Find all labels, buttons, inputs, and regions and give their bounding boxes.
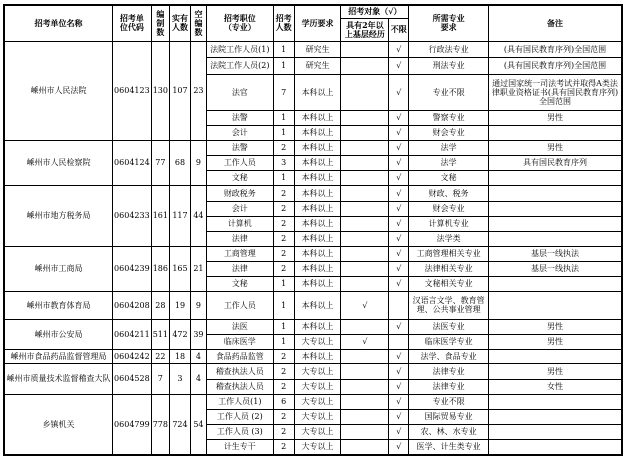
education-cell: 本科以上	[294, 349, 341, 363]
target-experience-cell	[341, 57, 389, 74]
target-unlimited-cell: √	[389, 140, 409, 155]
target-unlimited-cell: √	[389, 363, 409, 379]
table-row	[4, 363, 622, 379]
header-position: 招考职位 （专业）	[206, 5, 273, 41]
unit-vacancy-cell: 9	[190, 140, 206, 185]
target-unlimited-cell: √	[389, 185, 409, 201]
count-cell: 3	[273, 155, 294, 170]
unit-vacancy-cell: 4	[190, 349, 206, 363]
target-experience-cell	[341, 140, 389, 155]
major-cell: 医学、计生类专业	[409, 439, 489, 455]
major-cell: 计算机专业	[409, 216, 489, 231]
unit-actual-cell: 107	[169, 41, 190, 140]
count-cell: 1	[273, 57, 294, 74]
position-cell: 计生专干	[206, 439, 273, 455]
position-cell: 计算机	[206, 216, 273, 231]
header-target-unlimited: 不限	[389, 18, 409, 41]
header-code: 招考单 位代码	[113, 5, 152, 41]
target-unlimited-cell: √	[389, 261, 409, 276]
education-cell: 本科以上	[294, 155, 341, 170]
position-cell: 法院工作人员(1)	[206, 41, 273, 57]
remark-cell: 男性	[488, 334, 622, 349]
target-experience-cell	[341, 409, 389, 424]
education-cell: 本科以上	[294, 231, 341, 246]
target-unlimited-cell: √	[389, 110, 409, 125]
education-cell: 大专以上	[294, 379, 341, 394]
target-unlimited-cell: √	[389, 155, 409, 170]
position-cell: 会计	[206, 125, 273, 140]
unit-actual-cell: 117	[169, 185, 190, 246]
unit-vacancy-cell: 54	[190, 394, 206, 455]
target-experience-cell	[341, 261, 389, 276]
education-cell: 本科以上	[294, 140, 341, 155]
unit-code-cell: 0604211	[113, 319, 152, 349]
header-remark: 备注	[488, 5, 622, 41]
position-cell: 法律	[206, 261, 273, 276]
target-experience-cell	[341, 110, 389, 125]
unit-name-cell: 嵊州市公安局	[4, 319, 113, 349]
header-major: 所需专业 要求	[409, 5, 489, 41]
count-cell: 1	[273, 110, 294, 125]
education-cell: 本科以上	[294, 291, 341, 319]
remark-cell	[488, 231, 622, 246]
major-cell: 法律相关专业	[409, 261, 489, 276]
count-cell: 1	[273, 334, 294, 349]
unit-actual-cell: 472	[169, 319, 190, 349]
unit-vacancy-cell: 39	[190, 319, 206, 349]
education-cell: 本科以上	[294, 74, 341, 110]
header-unit: 招考单位名称	[4, 5, 113, 41]
major-cell: 刑法专业	[409, 57, 489, 74]
remark-cell: (具有国民教育序列)全国范围	[488, 57, 622, 74]
target-experience-cell	[341, 424, 389, 439]
table-row	[4, 246, 622, 261]
count-cell: 7	[273, 74, 294, 110]
unit-actual-cell: 19	[169, 291, 190, 319]
target-unlimited-cell: √	[389, 41, 409, 57]
count-cell: 2	[273, 439, 294, 455]
unit-quota-cell: 186	[151, 246, 169, 291]
target-unlimited-cell: √	[389, 216, 409, 231]
count-cell: 6	[273, 394, 294, 409]
target-experience-cell	[341, 185, 389, 201]
position-cell: 工作人员 (2)	[206, 409, 273, 424]
unit-code-cell: 0604124	[113, 140, 152, 185]
unit-quota-cell: 22	[151, 349, 169, 363]
position-cell: 工作人员	[206, 291, 273, 319]
count-cell: 2	[273, 246, 294, 261]
target-experience-cell: √	[341, 334, 389, 349]
major-cell: 法学类	[409, 231, 489, 246]
education-cell: 本科以上	[294, 246, 341, 261]
education-cell: 大专以上	[294, 394, 341, 409]
remark-cell: 基层一线执法	[488, 261, 622, 276]
unit-name-cell: 嵊州市人民法院	[4, 41, 113, 140]
count-cell: 1	[273, 125, 294, 140]
table-row	[4, 41, 622, 57]
table-row	[4, 319, 622, 334]
remark-cell	[488, 125, 622, 140]
remark-cell: 男性	[488, 110, 622, 125]
target-experience-cell	[341, 276, 389, 291]
unit-quota-cell: 778	[151, 394, 169, 455]
unit-code-cell: 0604208	[113, 291, 152, 319]
major-cell: 财政、税务	[409, 185, 489, 201]
table-row	[4, 349, 622, 363]
target-unlimited-cell: √	[389, 74, 409, 110]
count-cell: 2	[273, 261, 294, 276]
unit-quota-cell: 161	[151, 185, 169, 246]
major-cell: 文秘	[409, 170, 489, 185]
count-cell: 2	[273, 201, 294, 216]
position-cell: 工作人员(1)	[206, 394, 273, 409]
count-cell: 1	[273, 319, 294, 334]
target-experience-cell	[341, 363, 389, 379]
unit-actual-cell: 165	[169, 246, 190, 291]
education-cell: 大专以上	[294, 424, 341, 439]
unit-actual-cell: 68	[169, 140, 190, 185]
header-quota: 编 制 数	[151, 5, 169, 41]
position-cell: 工作人员	[206, 155, 273, 170]
unit-quota-cell: 511	[151, 319, 169, 349]
target-experience-cell	[341, 74, 389, 110]
unit-code-cell: 0604239	[113, 246, 152, 291]
count-cell: 1	[273, 170, 294, 185]
remark-cell	[488, 201, 622, 216]
unit-quota-cell: 7	[151, 363, 169, 394]
education-cell: 本科以上	[294, 216, 341, 231]
education-cell: 大专以上	[294, 439, 341, 455]
major-cell: 法学、食品专业	[409, 349, 489, 363]
major-cell: 财会专业	[409, 201, 489, 216]
major-cell: 临床医学专业	[409, 334, 489, 349]
education-cell: 研究生	[294, 41, 341, 57]
count-cell: 2	[273, 363, 294, 379]
header-vacancy: 空 编 数	[190, 5, 206, 41]
target-unlimited-cell: √	[389, 424, 409, 439]
unit-name-cell: 嵊州市地方税务局	[4, 185, 113, 246]
education-cell: 本科以上	[294, 110, 341, 125]
count-cell: 2	[273, 424, 294, 439]
remark-cell: (具有国民教育序列)全国范围	[488, 41, 622, 57]
major-cell: 汉语言文学、教育管理、公共事业管理	[409, 291, 489, 319]
remark-cell: 通过国家统一司法考试并取得A类法律职业资格证书(具有国民教育序列)全国范围	[488, 74, 622, 110]
major-cell: 法律专业	[409, 379, 489, 394]
target-experience-cell	[341, 319, 389, 334]
education-cell: 本科以上	[294, 185, 341, 201]
remark-cell	[488, 349, 622, 363]
count-cell: 2	[273, 185, 294, 201]
count-cell: 2	[273, 409, 294, 424]
education-cell: 本科以上	[294, 319, 341, 334]
header-actual: 实有 人数	[169, 5, 190, 41]
remark-cell	[488, 216, 622, 231]
position-cell: 临床医学	[206, 334, 273, 349]
major-cell: 行政法专业	[409, 41, 489, 57]
table-row	[4, 394, 622, 409]
education-cell: 本科以上	[294, 170, 341, 185]
target-experience-cell	[341, 125, 389, 140]
remark-cell: 女性	[488, 379, 622, 394]
position-cell: 食品药品监管	[206, 349, 273, 363]
unit-name-cell: 乡镇机关	[4, 394, 113, 455]
major-cell: 专业不限	[409, 394, 489, 409]
unit-name-cell: 嵊州市工商局	[4, 246, 113, 291]
target-unlimited-cell: √	[389, 57, 409, 74]
major-cell: 法律专业	[409, 363, 489, 379]
target-unlimited-cell: √	[389, 349, 409, 363]
target-experience-cell	[341, 246, 389, 261]
unit-vacancy-cell: 21	[190, 246, 206, 291]
unit-vacancy-cell: 44	[190, 185, 206, 246]
unit-quota-cell: 28	[151, 291, 169, 319]
unit-quota-cell: 77	[151, 140, 169, 185]
count-cell: 2	[273, 216, 294, 231]
table-body	[4, 41, 622, 455]
major-cell: 财会专业	[409, 125, 489, 140]
count-cell: 2	[273, 349, 294, 363]
education-cell: 本科以上	[294, 125, 341, 140]
target-unlimited-cell: √	[389, 394, 409, 409]
target-unlimited-cell: √	[389, 409, 409, 424]
education-cell: 本科以上	[294, 201, 341, 216]
position-cell: 会计	[206, 201, 273, 216]
target-experience-cell	[341, 379, 389, 394]
education-cell: 本科以上	[294, 261, 341, 276]
remark-cell	[488, 170, 622, 185]
unit-code-cell: 0604528	[113, 363, 152, 394]
position-cell: 法官	[206, 74, 273, 110]
position-cell: 法警	[206, 110, 273, 125]
unit-code-cell: 0604799	[113, 394, 152, 455]
major-cell: 农、林、水专业	[409, 424, 489, 439]
major-cell: 警察专业	[409, 110, 489, 125]
table-row	[4, 185, 622, 201]
target-experience-cell	[341, 231, 389, 246]
target-experience-cell	[341, 41, 389, 57]
count-cell: 2	[273, 231, 294, 246]
target-unlimited-cell: √	[389, 379, 409, 394]
major-cell: 法医专业	[409, 319, 489, 334]
target-experience-cell	[341, 201, 389, 216]
recruitment-table	[3, 4, 623, 456]
remark-cell	[488, 409, 622, 424]
unit-vacancy-cell: 9	[190, 291, 206, 319]
remark-cell: 男性	[488, 140, 622, 155]
target-unlimited-cell: √	[389, 231, 409, 246]
major-cell: 法学	[409, 140, 489, 155]
position-cell: 文秘	[206, 170, 273, 185]
remark-cell: 基层一线执法	[488, 246, 622, 261]
position-cell: 财政税务	[206, 185, 273, 201]
target-experience-cell	[341, 349, 389, 363]
education-cell: 大专以上	[294, 363, 341, 379]
remark-cell	[488, 276, 622, 291]
unit-name-cell: 嵊州市人民检察院	[4, 140, 113, 185]
education-cell: 本科以上	[294, 276, 341, 291]
unit-code-cell: 0604242	[113, 349, 152, 363]
position-cell: 稽查执法人员	[206, 379, 273, 394]
unit-name-cell: 嵊州市食品药品监督管理局	[4, 349, 113, 363]
remark-cell	[488, 185, 622, 201]
remark-cell	[488, 439, 622, 455]
position-cell: 法院工作人员(2)	[206, 57, 273, 74]
remark-cell: 男性	[488, 319, 622, 334]
target-unlimited-cell	[389, 291, 409, 319]
table-row	[4, 140, 622, 155]
major-cell: 专业不限	[409, 74, 489, 110]
target-unlimited-cell	[389, 334, 409, 349]
count-cell: 1	[273, 41, 294, 57]
header-count: 招考 人数	[273, 5, 294, 41]
target-unlimited-cell: √	[389, 246, 409, 261]
count-cell: 1	[273, 276, 294, 291]
target-unlimited-cell: √	[389, 319, 409, 334]
target-unlimited-cell: √	[389, 276, 409, 291]
target-experience-cell	[341, 155, 389, 170]
unit-code-cell: 0604123	[113, 41, 152, 140]
position-cell: 法警	[206, 140, 273, 155]
target-experience-cell	[341, 216, 389, 231]
unit-code-cell: 0604233	[113, 185, 152, 246]
position-cell: 法医	[206, 319, 273, 334]
position-cell: 工商管理	[206, 246, 273, 261]
major-cell: 工商管理相关专业	[409, 246, 489, 261]
unit-actual-cell: 724	[169, 394, 190, 455]
major-cell: 国际贸易专业	[409, 409, 489, 424]
education-cell: 大专以上	[294, 334, 341, 349]
major-cell: 法学	[409, 155, 489, 170]
unit-actual-cell: 18	[169, 349, 190, 363]
table-row	[4, 291, 622, 319]
target-experience-cell	[341, 394, 389, 409]
target-unlimited-cell: √	[389, 170, 409, 185]
position-cell: 文秘	[206, 276, 273, 291]
remark-cell	[488, 291, 622, 319]
unit-name-cell: 嵊州市质量技术监督稽查大队	[4, 363, 113, 394]
remark-cell	[488, 394, 622, 409]
count-cell: 1	[273, 291, 294, 319]
target-unlimited-cell: √	[389, 439, 409, 455]
target-experience-cell	[341, 439, 389, 455]
header-education: 学历要求	[294, 5, 341, 41]
unit-quota-cell: 130	[151, 41, 169, 140]
unit-actual-cell: 3	[169, 363, 190, 394]
education-cell: 大专以上	[294, 409, 341, 424]
unit-vacancy-cell: 23	[190, 41, 206, 140]
target-unlimited-cell: √	[389, 125, 409, 140]
header-target-experience: 具有2年以 上基层经历	[341, 18, 389, 41]
remark-cell	[488, 424, 622, 439]
remark-cell: 男性	[488, 363, 622, 379]
target-experience-cell: √	[341, 291, 389, 319]
unit-vacancy-cell: 4	[190, 363, 206, 394]
unit-name-cell: 嵊州市教育体育局	[4, 291, 113, 319]
header-target: 招考对象（√）	[341, 5, 409, 18]
count-cell: 2	[273, 140, 294, 155]
major-cell: 文秘相关专业	[409, 276, 489, 291]
count-cell: 2	[273, 379, 294, 394]
position-cell: 工作人员 (3)	[206, 424, 273, 439]
target-experience-cell	[341, 170, 389, 185]
position-cell: 法律	[206, 231, 273, 246]
education-cell: 研究生	[294, 57, 341, 74]
position-cell: 稽查执法人员	[206, 363, 273, 379]
remark-cell: 具有国民教育序列	[488, 155, 622, 170]
target-unlimited-cell: √	[389, 201, 409, 216]
